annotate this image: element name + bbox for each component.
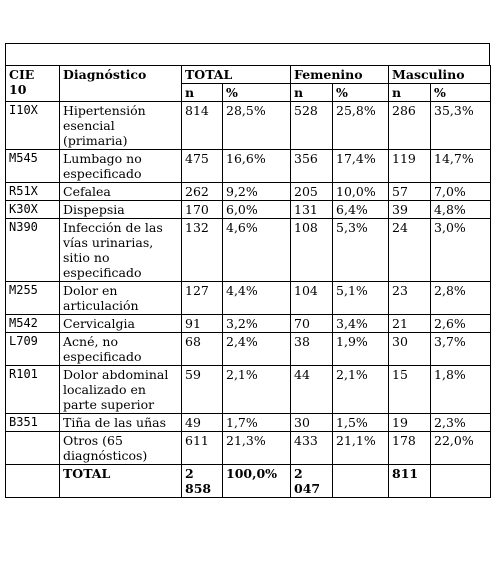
subheader-masc-pct: % [431, 84, 491, 102]
cell-masc-pct: 7,0% [431, 183, 491, 201]
cell-masc-n: 24 [389, 219, 431, 282]
subheader-masc-n: n [389, 84, 431, 102]
cell-code: N390 [6, 219, 60, 282]
cell-code: M545 [6, 150, 60, 183]
cell-fem-pct: 17,4% [333, 150, 389, 183]
cell-masc-pct: 35,3% [431, 102, 491, 150]
header-masculino: Masculino [389, 66, 491, 84]
total-masc-pct [431, 465, 491, 498]
cell-total-n: 91 [182, 315, 223, 333]
cell-masc-n: 119 [389, 150, 431, 183]
cell-fem-pct: 3,4% [333, 315, 389, 333]
cell-total-pct: 4,4% [223, 282, 291, 315]
cell-fem-n: 433 [291, 432, 333, 465]
cell-total-pct: 9,2% [223, 183, 291, 201]
cell-masc-n: 57 [389, 183, 431, 201]
cell-fem-n: 108 [291, 219, 333, 282]
cell-fem-n: 44 [291, 366, 333, 414]
cell-total-n: 132 [182, 219, 223, 282]
cell-code: B351 [6, 414, 60, 432]
cell-diagnosis: Dispepsia [60, 201, 182, 219]
cell-code: R51X [6, 183, 60, 201]
cell-total-n: 475 [182, 150, 223, 183]
cell-total-pct: 4,6% [223, 219, 291, 282]
cell-fem-pct: 1,5% [333, 414, 389, 432]
table-row [6, 315, 491, 333]
cell-masc-n: 178 [389, 432, 431, 465]
cell-masc-pct: 4,8% [431, 201, 491, 219]
total-n: 2 858 [182, 465, 223, 498]
cell-diagnosis: Tiña de las uñas [60, 414, 182, 432]
cell-total-n: 68 [182, 333, 223, 366]
cell-fem-pct: 2,1% [333, 366, 389, 414]
cell-total-pct: 6,0% [223, 201, 291, 219]
cell-code: R101 [6, 366, 60, 414]
cell-masc-pct: 14,7% [431, 150, 491, 183]
header-row [6, 66, 491, 84]
cell-code: I10X [6, 102, 60, 150]
cell-masc-pct: 2,3% [431, 414, 491, 432]
table-row [6, 432, 491, 465]
cell-fem-n: 38 [291, 333, 333, 366]
subheader-total-pct: % [223, 84, 291, 102]
cell-total-pct: 2,4% [223, 333, 291, 366]
cell-total-pct: 1,7% [223, 414, 291, 432]
table-row [6, 282, 491, 315]
cell-total-pct: 21,3% [223, 432, 291, 465]
cell-fem-pct: 6,4% [333, 201, 389, 219]
cell-masc-pct: 22,0% [431, 432, 491, 465]
cell-masc-n: 286 [389, 102, 431, 150]
cell-total-n: 127 [182, 282, 223, 315]
total-fem-n: 2 047 [291, 465, 333, 498]
cell-masc-n: 30 [389, 333, 431, 366]
cell-fem-n: 70 [291, 315, 333, 333]
cell-diagnosis: Cefalea [60, 183, 182, 201]
table-row [6, 150, 491, 183]
header-femenino: Femenino [291, 66, 389, 84]
cell-code: L709 [6, 333, 60, 366]
cell-masc-n: 15 [389, 366, 431, 414]
cell-diagnosis: Dolor en articulación [60, 282, 182, 315]
total-fem-pct [333, 465, 389, 498]
total-pct: 100,0% [223, 465, 291, 498]
cell-fem-pct: 10,0% [333, 183, 389, 201]
cell-fem-n: 528 [291, 102, 333, 150]
cell-total-n: 814 [182, 102, 223, 150]
cell-total-n: 59 [182, 366, 223, 414]
table-row [6, 366, 491, 414]
cell-code [6, 465, 60, 498]
cell-total-pct: 3,2% [223, 315, 291, 333]
cell-fem-n: 356 [291, 150, 333, 183]
cell-total-n: 611 [182, 432, 223, 465]
table-row [6, 219, 491, 282]
cell-masc-pct: 3,0% [431, 219, 491, 282]
cell-diagnosis: Acné, no especificado [60, 333, 182, 366]
cell-fem-pct: 5,1% [333, 282, 389, 315]
subheader-fem-pct: % [333, 84, 389, 102]
total-masc-n: 811 [389, 465, 431, 498]
cell-masc-n: 21 [389, 315, 431, 333]
cell-fem-n: 104 [291, 282, 333, 315]
diagnosis-table [5, 65, 491, 498]
cell-fem-n: 205 [291, 183, 333, 201]
cell-masc-pct: 3,7% [431, 333, 491, 366]
cell-fem-n: 131 [291, 201, 333, 219]
cell-fem-pct: 21,1% [333, 432, 389, 465]
cell-total-pct: 2,1% [223, 366, 291, 414]
cell-code [6, 432, 60, 465]
cell-masc-pct: 2,6% [431, 315, 491, 333]
cell-total-n: 262 [182, 183, 223, 201]
total-label: TOTAL [60, 465, 182, 498]
cell-diagnosis: Hipertensión esencial (primaria) [60, 102, 182, 150]
table-row [6, 102, 491, 150]
table-container [5, 43, 490, 498]
header-total: TOTAL [182, 66, 291, 84]
total-row [6, 465, 491, 498]
cell-total-pct: 28,5% [223, 102, 291, 150]
cell-masc-n: 39 [389, 201, 431, 219]
cell-fem-pct: 1,9% [333, 333, 389, 366]
cell-code: M255 [6, 282, 60, 315]
table-row [6, 183, 491, 201]
table-row [6, 333, 491, 366]
cell-fem-pct: 25,8% [333, 102, 389, 150]
header-cie: CIE 10 [6, 66, 60, 102]
table-row [6, 201, 491, 219]
cell-masc-pct: 2,8% [431, 282, 491, 315]
cell-diagnosis: Otros (65 diagnósticos) [60, 432, 182, 465]
table-caption-box [5, 43, 490, 65]
cell-masc-n: 19 [389, 414, 431, 432]
cell-masc-n: 23 [389, 282, 431, 315]
cell-diagnosis: Cervicalgia [60, 315, 182, 333]
cell-fem-pct: 5,3% [333, 219, 389, 282]
subheader-fem-n: n [291, 84, 333, 102]
cell-diagnosis: Lumbago no especificado [60, 150, 182, 183]
cell-code: M542 [6, 315, 60, 333]
cell-total-n: 49 [182, 414, 223, 432]
subheader-total-n: n [182, 84, 223, 102]
cell-total-pct: 16,6% [223, 150, 291, 183]
cell-masc-pct: 1,8% [431, 366, 491, 414]
cell-fem-n: 30 [291, 414, 333, 432]
cell-diagnosis: Infección de las vías urinarias, sitio no especificado [60, 219, 182, 282]
cell-diagnosis: Dolor abdominal localizado en parte superior [60, 366, 182, 414]
cell-code: K30X [6, 201, 60, 219]
cell-total-n: 170 [182, 201, 223, 219]
header-diagnostico: Diagnóstico [60, 66, 182, 102]
table-row [6, 414, 491, 432]
